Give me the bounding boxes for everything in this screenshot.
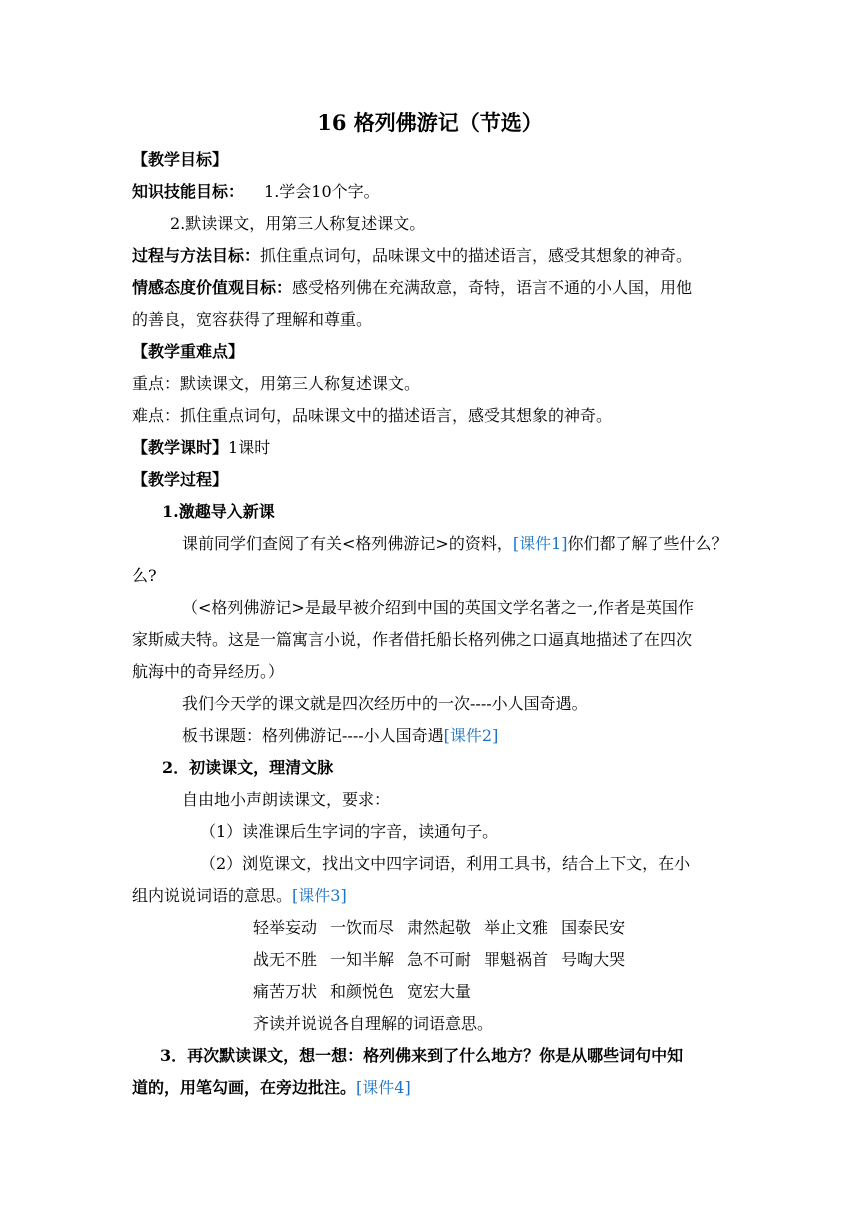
step1-p2-line1: （<格列佛游记>是最早被介绍到中国的英国文学名著之一,作者是英国作	[182, 598, 694, 617]
knowledge-goal-line	[132, 182, 380, 202]
teaching-process-heading: 【教学过程】	[132, 470, 229, 489]
word-item: 战无不胜	[253, 950, 318, 969]
word-item: 举止文雅	[484, 918, 549, 937]
word-item: 罪魁祸首	[484, 950, 549, 969]
step1-p1-text-end: 你们都了解了些什么？	[567, 534, 728, 553]
step3-line1: 3．再次默读课文，想一想：格列佛来到了什么地方？你是从哪些词句中知	[160, 1046, 684, 1065]
word-list-row-3	[253, 982, 484, 1002]
step1-p2-line3: 航海中的奇异经历。）	[132, 662, 285, 681]
word-item: 宽宏大量	[407, 982, 472, 1001]
emotion-goal-text-1: 感受格列佛在充满敌意，奇特，语言不通的小人国，用他	[292, 278, 693, 297]
emotion-goal-label: 情感态度价值观目标：	[132, 278, 293, 297]
step1-p1-line1	[182, 534, 728, 554]
knowledge-goal-2: 2.默读课文，用第三人称复述课文。	[170, 214, 426, 233]
page-title: 16 格列佛游记（节选）	[317, 110, 543, 135]
step2-req2-line2	[132, 886, 347, 906]
word-item: 一饮而尽	[330, 918, 395, 937]
word-item: 急不可耐	[407, 950, 472, 969]
step1-p4	[182, 726, 498, 746]
blackboard-title: 板书课题：格列佛游记----小人国奇遇	[182, 726, 444, 745]
step2-title: 2．初读课文，理清文脉	[162, 758, 334, 777]
step3-line2	[132, 1078, 411, 1098]
key-point: 重点：默读课文，用第三人称复述课文。	[132, 374, 421, 393]
courseware-4-link[interactable]: [课件4]	[356, 1078, 411, 1097]
step1-p3: 我们今天学的课文就是四次经历中的一次----小人国奇遇。	[182, 694, 588, 713]
process-goal-label: 过程与方法目标：	[132, 246, 261, 265]
knowledge-goal-label: 知识技能目标：	[132, 182, 245, 201]
difficult-point: 难点：抓住重点词句，品味课文中的描述语言，感受其想象的神奇。	[132, 406, 613, 425]
courseware-1-link[interactable]: [课件1]	[512, 534, 568, 553]
word-item: 一知半解	[330, 950, 395, 969]
key-points-heading: 【教学重难点】	[132, 342, 245, 361]
courseware-3-link[interactable]: [课件3]	[292, 886, 347, 905]
courseware-2-link[interactable]: [课件2]	[443, 726, 499, 745]
process-goal-line	[132, 246, 692, 266]
teaching-hours-value: 1课时	[228, 438, 271, 457]
step2-req2-text: 组内说说词语的意思。	[132, 886, 293, 905]
step1-p2-line2: 家斯威夫特。这是一篇寓言小说，作者借托船长格列佛之口逼真地描述了在四次	[132, 630, 693, 649]
step1-p1-text: 课前同学们查阅了有关<格列佛游记>的资料，	[182, 534, 513, 553]
step1-p1-line2: 么?	[132, 566, 157, 585]
knowledge-goal-1: 1.学会10个字。	[264, 182, 380, 201]
word-item: 国泰民安	[561, 918, 626, 937]
step2-req1: （1）读准课后生字词的字音，读通句子。	[200, 822, 499, 841]
teaching-hours-line	[132, 438, 270, 458]
teaching-goals-heading: 【教学目标】	[132, 150, 229, 169]
teaching-hours-heading: 【教学课时】	[132, 438, 229, 457]
word-item: 和颜悦色	[330, 982, 395, 1001]
word-item: 轻举妄动	[253, 918, 318, 937]
step2-req2-line1: （2）浏览课文，找出文中四字词语，利用工具书，结合上下文，在小	[200, 854, 691, 873]
word-list-row-1	[253, 918, 638, 938]
step3-text: 道的，用笔勾画，在旁边批注。	[132, 1078, 357, 1097]
word-list-summary: 齐读并说说各自理解的词语意思。	[253, 1014, 494, 1033]
word-item: 肃然起敬	[407, 918, 472, 937]
process-goal-text: 抓住重点词句，品味课文中的描述语言，感受其想象的神奇。	[260, 246, 693, 265]
emotion-goal-line	[132, 278, 692, 298]
step1-title: 1.激趣导入新课	[162, 502, 275, 521]
word-item: 号啕大哭	[561, 950, 626, 969]
step2-p1: 自由地小声朗读课文，要求：	[182, 790, 391, 809]
word-list-row-2	[253, 950, 638, 970]
word-item: 痛苦万状	[253, 982, 318, 1001]
emotion-goal-text-2: 的善良，宽容获得了理解和尊重。	[132, 310, 373, 329]
